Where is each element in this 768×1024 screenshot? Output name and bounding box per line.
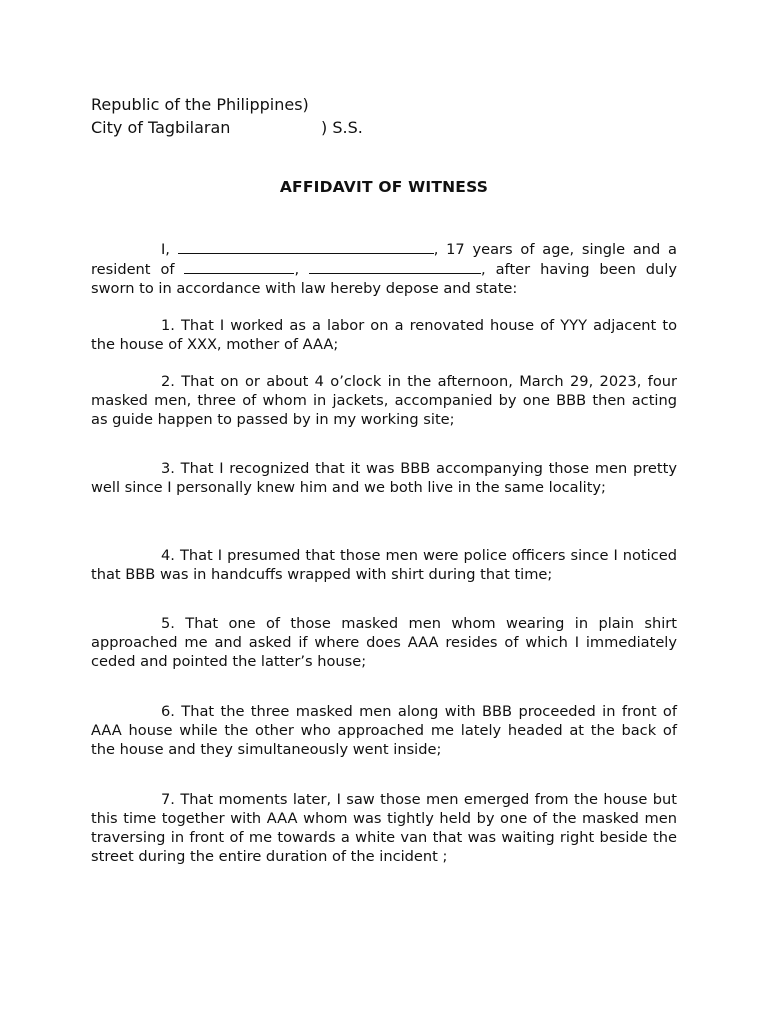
venue-header (91, 93, 363, 139)
paragraph-7: 7. That moments later, I saw those men emerged from the house but this time together with AAA whom was tightly held by one of the masked men traversing in front of me towards a white van that was waiting right beside the street during the entire duration of the incident ; (91, 791, 677, 865)
venue-ss-text: ) S.S. (321, 118, 363, 137)
paragraph-3: 3. That I recognized that it was BBB accompanying those men pretty well since I personally knew him and we both live in the same locality; (91, 460, 677, 496)
paragraph-4: 4. That I presumed that those men were police officers since I noticed that BBB was in handcuffs wrapped with shirt during that time; (91, 547, 677, 583)
paragraph-5: 5. That one of those masked men whom wearing in plain shirt approached me and asked if where does AAA resides of which I immediately ceded and pointed the latter’s house; (91, 615, 677, 670)
venue-line-republic (91, 93, 309, 116)
paragraph-2: 2. That on or about 4 o’clock in the afternoon, March 29, 2023, four masked men, three of whom in jackets, accompanied by one BBB then acting as guide happen to passed by in my working site; (91, 373, 677, 428)
intro-comma: , (294, 261, 300, 278)
intro-paragraph (91, 239, 677, 298)
venue-line-city (91, 116, 363, 139)
venue-city-text: City of Tagbilaran (91, 118, 231, 137)
venue-republic-text: Republic of the Philippines) (91, 95, 309, 114)
name-blank (178, 239, 434, 254)
intro-after-name: , 17 years of age, single and a resident of (91, 241, 678, 278)
paragraph-6: 6. That the three masked men along with BBB proceeded in front of AAA house while the other who approached me lately headed at the back of the house and they simultaneously went inside; (91, 703, 677, 758)
intro-suffix: , after having been duly sworn to in accordance with law hereby depose and state: (91, 261, 677, 297)
address-blank-1 (184, 259, 294, 274)
paragraph-1: 1. That I worked as a labor on a renovated house of YYY adjacent to the house of XXX, mother of AAA; (91, 317, 677, 353)
intro-prefix: I, (161, 241, 170, 258)
address-blank-2 (309, 259, 481, 274)
document-title: AFFIDAVIT OF WITNESS (279, 178, 489, 196)
